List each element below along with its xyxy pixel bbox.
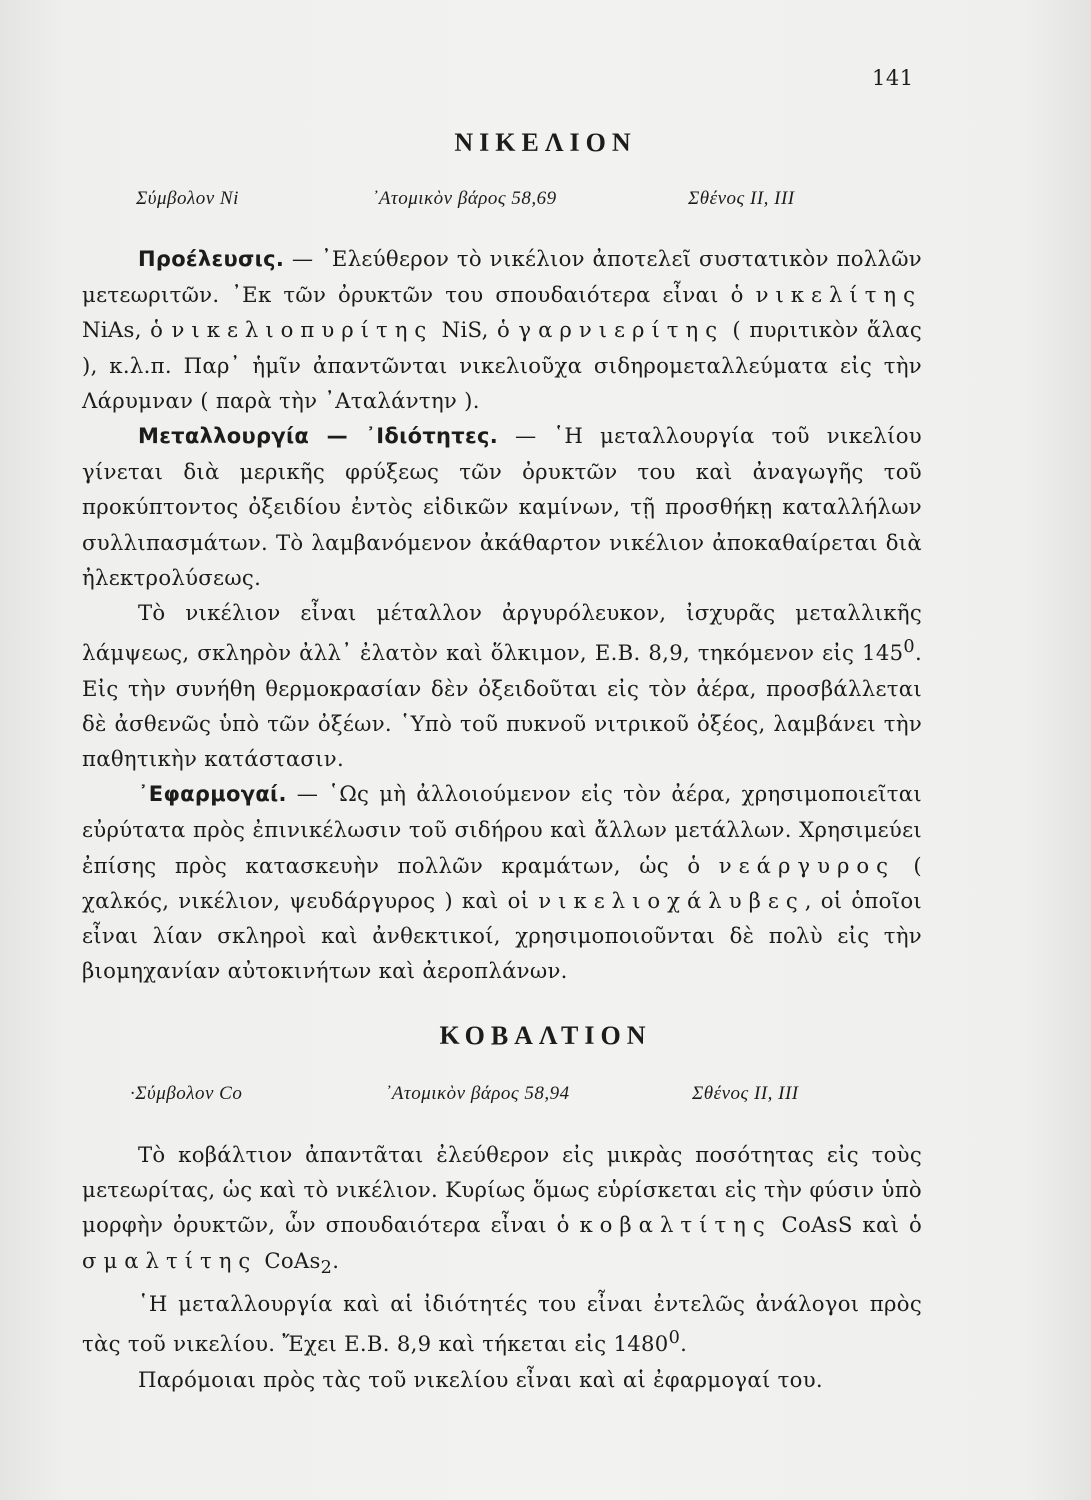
- nickel-metallurgy-paragraph: [82, 418, 922, 595]
- origin-text-4: ( πυριτικὸν ἅλας ), κ.λ.π. Παρ᾿ ἡμῖν ἀπαντῶνται νικελιοῦχα σιδηρομεταλλεύματα εἰς τὴν Λάρυμναν ( παρὰ τὴν ᾿Αταλάντην ).: [82, 317, 922, 413]
- nickel-heading: ΝΙΚΕΛΙΟΝ: [454, 128, 637, 157]
- origin-run-head: Προέλευσις.: [138, 247, 285, 271]
- occurrence-text-3: CoAs: [257, 1247, 321, 1273]
- cobalt-valence: Σθένος II, III: [692, 1083, 799, 1104]
- nickel-origin-paragraph: [82, 241, 922, 418]
- alloy-nickel-steels: νικελιοχάλυβες: [538, 887, 805, 913]
- cobalt-applications-text: Παρόμοιαι πρὸς τὰς τοῦ νικελίου εἶναι καὶ αἱ ἐφαρμογαί του.: [138, 1366, 823, 1392]
- cobalt-degree-superscript: 0: [668, 1328, 681, 1349]
- metallurgy-run-head: Μεταλλουργία — ᾿Ιδιότητες.: [138, 424, 499, 449]
- page-number: 141: [872, 66, 914, 90]
- nickel-applications-paragraph: [82, 776, 922, 988]
- alloy-neargyros: νεάργυρος: [718, 852, 896, 878]
- nickel-properties-paragraph: [82, 595, 922, 776]
- occurrence-text-1: Τὸ κοβάλτιον ἀπαντᾶται ἐλεύθερον εἰς μικρὰς ποσότητας εἰς τοὺς μετεωρίτας, ὡς καὶ τὸ νικέλιον. Κυρίως ὅμως εὑρίσκεται εἰς τὴν φύσιν ὑπὸ μορφὴν ὀρυκτῶν, ὧν σπουδαιότερα εἶναι ὁ: [82, 1142, 922, 1238]
- cobalt-body: [82, 1137, 922, 1397]
- mineral-nickel-pyrite: νικελιοπυρίτης: [171, 317, 434, 343]
- properties-text-2: . Εἰς τὴν συνήθη θερμοκρασίαν δὲν ὀξειδοῦται εἰς τὸν ἀέρα, προσβάλλεται δὲ ἀσθενῶς ὑπὸ τῶν ὀξέων. ῾Υπὸ τοῦ πυκνοῦ νιτρικοῦ ὀξέος, λαμβάνει τὴν παθητικὴν κατάστασιν.: [82, 640, 922, 771]
- cobalt-metallurgy-end: .: [680, 1331, 688, 1357]
- cobalt-atomic-weight: ᾿Ατομικὸν βάρος 58,94: [385, 1083, 570, 1104]
- mineral-cobaltite: κοβαλτίτης: [579, 1212, 772, 1238]
- properties-text-1: Τὸ νικέλιον εἶναι μέταλλον ἀργυρόλευκον, ἰσχυρᾶς μεταλλικῆς λάμψεως, σκληρὸν ἀλλ᾿ ἐλατὸν καὶ ὅλκιμον, Ε.Β. 8,9, τηκόμενον εἰς 145: [82, 600, 922, 666]
- cobalt-heading: ΚΟΒΑΛΤΙΟΝ: [439, 1021, 652, 1050]
- origin-text-2: NiAs, ὁ: [82, 317, 172, 343]
- cobalt-applications-paragraph: [82, 1362, 922, 1397]
- applications-text-3: , οἱ ὁποῖοι εἶναι λίαν σκληροὶ καὶ ἀνθεκτικοί, χρησιμοποιοῦνται δὲ πολὺ εἰς τὴν βιομηχανίαν αὐτοκινήτων καὶ ἀεροπλάνων.: [82, 887, 922, 984]
- nickel-body: [82, 241, 922, 988]
- cobalt-metallurgy-text: ῾Η μεταλλουργία καὶ αἱ ἰδιότητές του εἶναι ἐντελῶς ἀνάλογοι πρὸς τὰς τοῦ νικελίου. Ἔχει Ε.Β. 8,9 καὶ τήκεται εἰς 1480: [82, 1291, 922, 1357]
- degree-superscript: 0: [903, 637, 915, 658]
- nickel-symbol: Σύμβολον Ni: [136, 188, 239, 209]
- origin-text-3: NiS, ὁ: [433, 317, 519, 343]
- nickel-atomic-weight: ᾿Ατομικὸν βάρος 58,69: [372, 188, 557, 209]
- applications-run-head: ᾿Εφαρμογαί.: [138, 782, 287, 807]
- occurrence-text-2: CoAsS καὶ ὁ: [771, 1212, 922, 1238]
- mineral-smaltite: σμαλτίτης: [82, 1247, 258, 1273]
- applications-text-1: — ῾Ως μὴ ἀλλοιούμενον εἰς τὸν ἀέρα, χρησιμοποιεῖται εὐρύτατα πρὸς ἐπινικέλωσιν τοῦ σιδήρου καὶ ἄλλων μετάλλων. Χρησιμεύει ἐπίσης πρὸς κατασκευὴν πολλῶν κραμάτων, ὡς ὁ: [82, 781, 922, 878]
- mineral-garnierite: γαρνιερίτης: [518, 317, 725, 343]
- origin-text-1: — ᾿Ελεύθερον τὸ νικέλιον ἀποτελεῖ συστατικὸν πολλῶν μετεωριτῶν. ᾿Εκ τῶν ὀρυκτῶν του σπουδαιότερα εἶναι ὁ: [82, 246, 922, 308]
- cobalt-symbol: ·Σύμβολον Co: [130, 1083, 243, 1104]
- cobalt-occurrence-paragraph: [82, 1137, 922, 1286]
- nickel-valence: Σθένος II, III: [688, 188, 795, 209]
- metallurgy-text: — ῾Η μεταλλουργία τοῦ νικελίου γίνεται διὰ μερικῆς φρύξεως τῶν ὀρυκτῶν του καὶ ἀναγωγῆς τοῦ προκύπτοντος ὀξειδίου ἐντὸς εἰδικῶν καμίνων, τῇ προσθήκῃ καταλλήλων συλλιπασμάτων. Τὸ λαμβανόμενον ἀκάθαρτον νικέλιον ἀποκαθαίρεται διὰ ἠλεκτρολύσεως.: [82, 423, 922, 590]
- mineral-nickelite: νικελίτης: [755, 282, 922, 308]
- cobalt-metallurgy-paragraph: [82, 1286, 922, 1361]
- formula-subscript: 2: [320, 1257, 333, 1278]
- applications-text-2: ( χαλκός, νικέλιον, ψευδάργυρος ) καὶ οἱ: [82, 852, 922, 913]
- occurrence-text-4: .: [332, 1247, 340, 1273]
